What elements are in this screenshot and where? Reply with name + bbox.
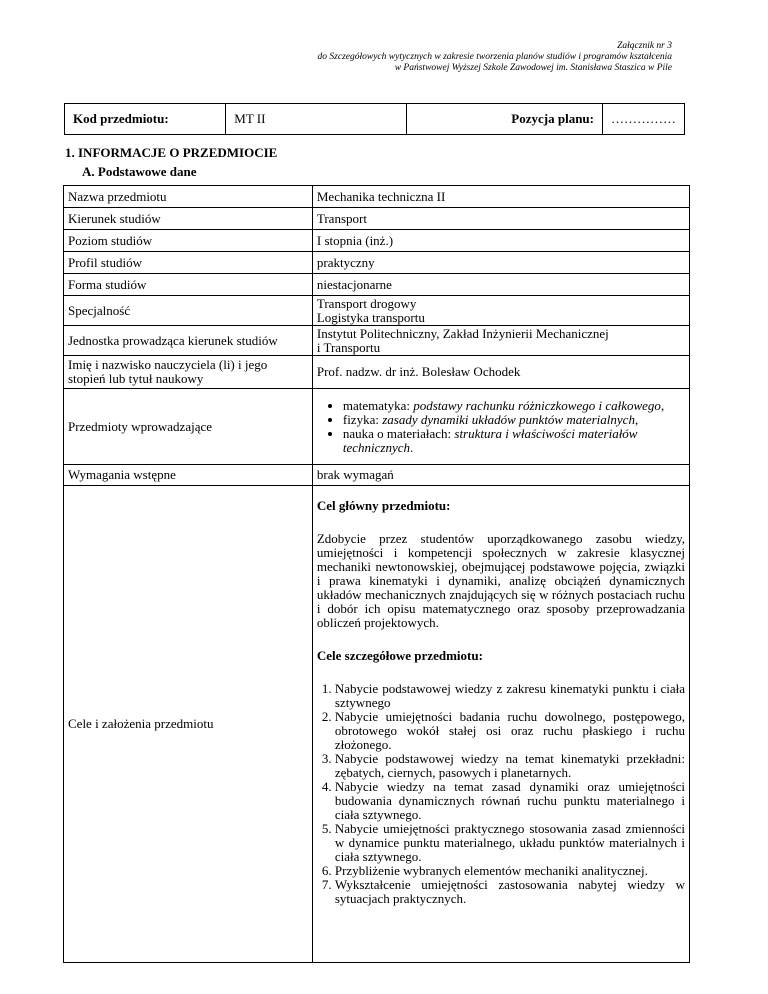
list-item: 2. Nabycie umiejętności badania ruchu dowolnego, postępowego, obrotowego wokół stałej osi oraz ruchu płaskiego i ruchu złożonego. xyxy=(335,710,685,752)
basic-data-table xyxy=(63,185,690,963)
prereq-name: nauka o materiałach: xyxy=(342,425,455,441)
table-row xyxy=(64,465,690,486)
plan-position-value: …………… xyxy=(603,104,685,135)
row-label: Forma studiów xyxy=(64,274,313,296)
prereq-detail: zasady dynamiki układów punktów materialnych xyxy=(382,411,635,427)
subsection-title: A. Podstawowe dane xyxy=(82,164,197,179)
row-value xyxy=(312,296,689,326)
table-row xyxy=(64,274,690,296)
list-item xyxy=(343,413,685,427)
row-value: Mechanika techniczna II xyxy=(312,186,689,208)
list-item: 4. Nabycie wiedzy na temat zasad dynamiki oraz umiejętności budowania dynamicznych równań ruchu punktu materialnego i ciała sztywnego. xyxy=(335,780,685,822)
list-item: 5. Nabycie umiejętności praktycznego stosowania zasad zmienności w dynamice punktu materialnego, układu punktów materialnych i ciała sztywnego. xyxy=(335,822,685,864)
row-value-line: i Transportu xyxy=(316,339,381,355)
course-code-label: Kod przedmiotu: xyxy=(65,104,226,135)
row-value-line: Instytut Politechniczny, Zakład Inżynierii Mechanicznej xyxy=(316,325,609,341)
attachment-header-line-1: Załącznik nr 3 xyxy=(617,41,672,51)
list-item: 6. Przybliżenie wybranych elementów mechaniki analitycznej. xyxy=(335,864,685,878)
row-value-line: Logistyka transportu xyxy=(316,309,425,325)
prereq-detail: struktura i właściwości materiałów technicznych xyxy=(342,425,638,455)
row-label-line: stopień lub tytuł naukowy xyxy=(68,371,204,386)
attachment-header-line-3: w Państwowej Wyższej Szkole Zawodowej im. Stanisława Staszica w Pile xyxy=(394,63,672,73)
prereq-label: Przedmioty wprowadzające xyxy=(64,389,313,465)
table-row xyxy=(64,356,690,389)
course-code-table xyxy=(64,103,685,135)
row-value: praktyczny xyxy=(312,252,689,274)
prereq-tail: . xyxy=(410,439,414,455)
row-value xyxy=(312,326,689,356)
row-value: Prof. nadzw. dr inż. Bolesław Ochodek xyxy=(312,356,689,389)
row-label: Wymagania wstępne xyxy=(64,465,313,486)
goals-label: Cele i założenia przedmiotu xyxy=(64,486,313,963)
prereq-tail: , xyxy=(660,397,665,413)
row-value: brak wymagań xyxy=(312,465,689,486)
table-row xyxy=(64,296,690,326)
row-value: niestacjonarne xyxy=(312,274,689,296)
table-row xyxy=(64,389,690,465)
prereq-list xyxy=(317,399,685,455)
table-row xyxy=(64,252,690,274)
row-label: Nazwa przedmiotu xyxy=(64,186,313,208)
row-label: Specjalność xyxy=(64,296,313,326)
row-value-line: Transport drogowy xyxy=(316,295,417,311)
detail-goals-title: Cele szczegółowe przedmiotu: xyxy=(316,648,483,663)
table-row xyxy=(64,186,690,208)
main-goal-title: Cel główny przedmiotu: xyxy=(316,498,451,513)
table-row xyxy=(64,208,690,230)
list-item xyxy=(343,399,685,413)
prereq-list-cell xyxy=(312,389,689,465)
detail-goals-list xyxy=(317,682,685,906)
list-item: 7. Wykształcenie umiejętności zastosowania nabytej wiedzy w sytuacjach praktycznych. xyxy=(335,878,685,906)
list-item: 1. Nabycie podstawowej wiedzy z zakresu kinematyki punktu i ciała sztywnego xyxy=(335,682,685,710)
row-label: Profil studiów xyxy=(64,252,313,274)
table-row xyxy=(64,230,690,252)
list-item: 3. Nabycie podstawowej wiedzy na temat kinematyki przekładni: zębatych, ciernych, pasowych i planetarnych. xyxy=(335,752,685,780)
prereq-detail: podstawy rachunku różniczkowego i całkowego xyxy=(413,397,661,413)
main-goal-text: Zdobycie przez studentów uporządkowanego zasobu wiedzy, umiejętności i kompetencji społecznych w zakresie klasycznej mechaniki newtonowskiej, obejmującej podstawowe pojęcia, związki i prawa kinematyki i dynamiki, analizę obciążeń dynamicznych układów mechanicznych znajdujących się w różnych postaciach ruchu i dobór ich opisu matematycznego oraz sposoby przeprowadzania obliczeń projektowych. xyxy=(316,531,685,630)
prereq-name: matematyka: xyxy=(342,397,414,413)
table-row xyxy=(64,326,690,356)
row-label: Kierunek studiów xyxy=(64,208,313,230)
goals-cell xyxy=(312,486,689,963)
list-item xyxy=(343,427,685,455)
row-label-line: Imię i nazwisko nauczyciela (li) i jego xyxy=(68,357,268,372)
prereq-name: fizyka: xyxy=(342,411,383,427)
row-label: Poziom studiów xyxy=(64,230,313,252)
row-value: I stopnia (inż.) xyxy=(312,230,689,252)
prereq-tail: , xyxy=(634,411,639,427)
attachment-header-line-2: do Szczegółowych wytycznych w zakresie tworzenia planów studiów i programów kształcenia xyxy=(317,52,672,62)
row-label: Jednostka prowadząca kierunek studiów xyxy=(64,326,313,356)
row-value: Transport xyxy=(312,208,689,230)
section-title: 1. INFORMACJE O PRZEDMIOCIE xyxy=(65,145,278,160)
course-code-value: MT II xyxy=(226,104,407,135)
row-label xyxy=(64,356,313,389)
plan-position-label: Pozycja planu: xyxy=(406,104,602,135)
attachment-header xyxy=(318,41,672,74)
table-row xyxy=(64,486,690,963)
